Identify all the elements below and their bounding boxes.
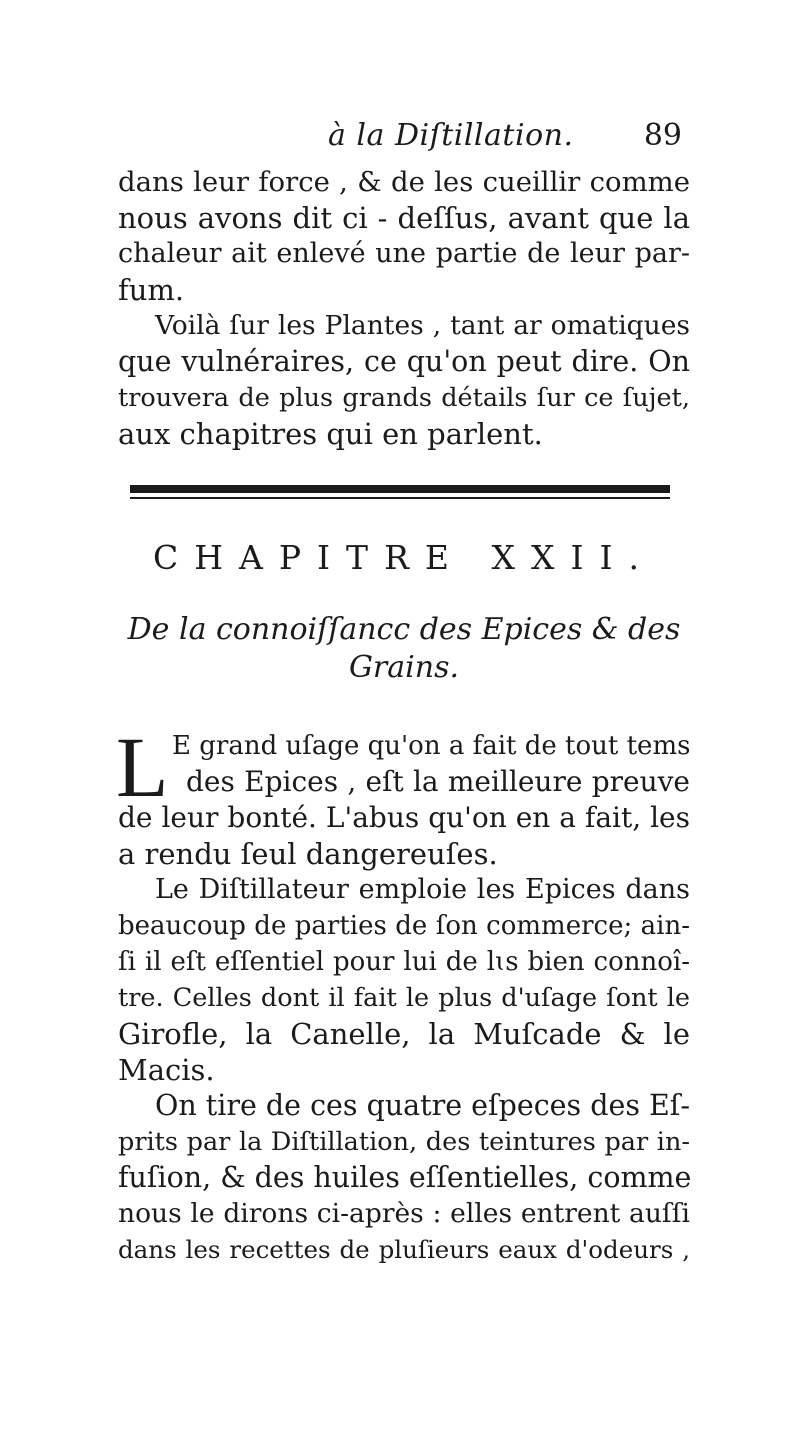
text-line: que vulnéraires, ce qu'on peut dire. On xyxy=(118,345,690,378)
text-line: a rendu ſeul dangereuſes. xyxy=(118,837,498,871)
text-line: Voilà ſur les Plantes , tant ar omatiques xyxy=(155,310,690,341)
text-line: trouvera de plus grands détails ſur ce ſujet, xyxy=(118,383,690,413)
text-line: dans les recettes de pluſieurs eaux d'odeurs , xyxy=(118,1235,690,1264)
text-line: nous avons dit ci - deſſus, avant que la xyxy=(118,201,690,235)
chapter-heading: CHAPITRE XXII. xyxy=(152,538,656,577)
text-line: chaleur ait enlevé une partie de leur par- xyxy=(118,238,690,269)
text-line: nous le dirons ci-après : elles entrent auſſi xyxy=(118,1198,690,1229)
text-line: Girofle, la Canelle, la Muſcade & le xyxy=(118,1017,690,1051)
text-line: fuſion, & des huiles eſſentielles, comme xyxy=(118,1161,692,1194)
text-line: tre. Celles dont il fait le plus d'uſage ſont le xyxy=(118,983,690,1013)
ornamental-rule xyxy=(130,485,670,493)
running-title: à la Diſtillation. xyxy=(328,118,574,153)
text-line: beaucoup de parties de ſon commerce; ain- xyxy=(118,911,690,941)
text-line: aux chapitres qui en parlent. xyxy=(118,417,543,451)
text-line: prits par la Diſtillation, des teintures par in- xyxy=(118,1127,690,1157)
text-line: On tire de ces quatre eſpeces des Eſ- xyxy=(155,1089,690,1122)
ornamental-rule-thin xyxy=(130,497,670,499)
text-line: Le Diſtillateur emploie les Epices dans xyxy=(155,874,690,905)
text-line: dans leur force , & de les cueillir comme xyxy=(118,166,690,198)
text-line: Macis. xyxy=(118,1053,215,1087)
drop-cap: L xyxy=(116,719,169,815)
text-line: fum. xyxy=(118,273,185,307)
text-line: E grand uſage qu'on a fait de tout tems xyxy=(172,731,691,761)
chapter-subtitle-continued: Grains. xyxy=(348,650,460,685)
text-line: ſi il eſt eſſentiel pour lui de lɩs bien connoî- xyxy=(118,947,690,977)
text-line: de leur bonté. L'abus qu'on en a fait, les xyxy=(118,801,690,834)
running-head xyxy=(300,118,690,162)
text-line: des Epices , eſt la meilleure preuve xyxy=(186,765,690,798)
chapter-subtitle: De la connoiſſancc des Epices & des xyxy=(127,612,681,647)
page-number: 89 xyxy=(643,118,682,153)
